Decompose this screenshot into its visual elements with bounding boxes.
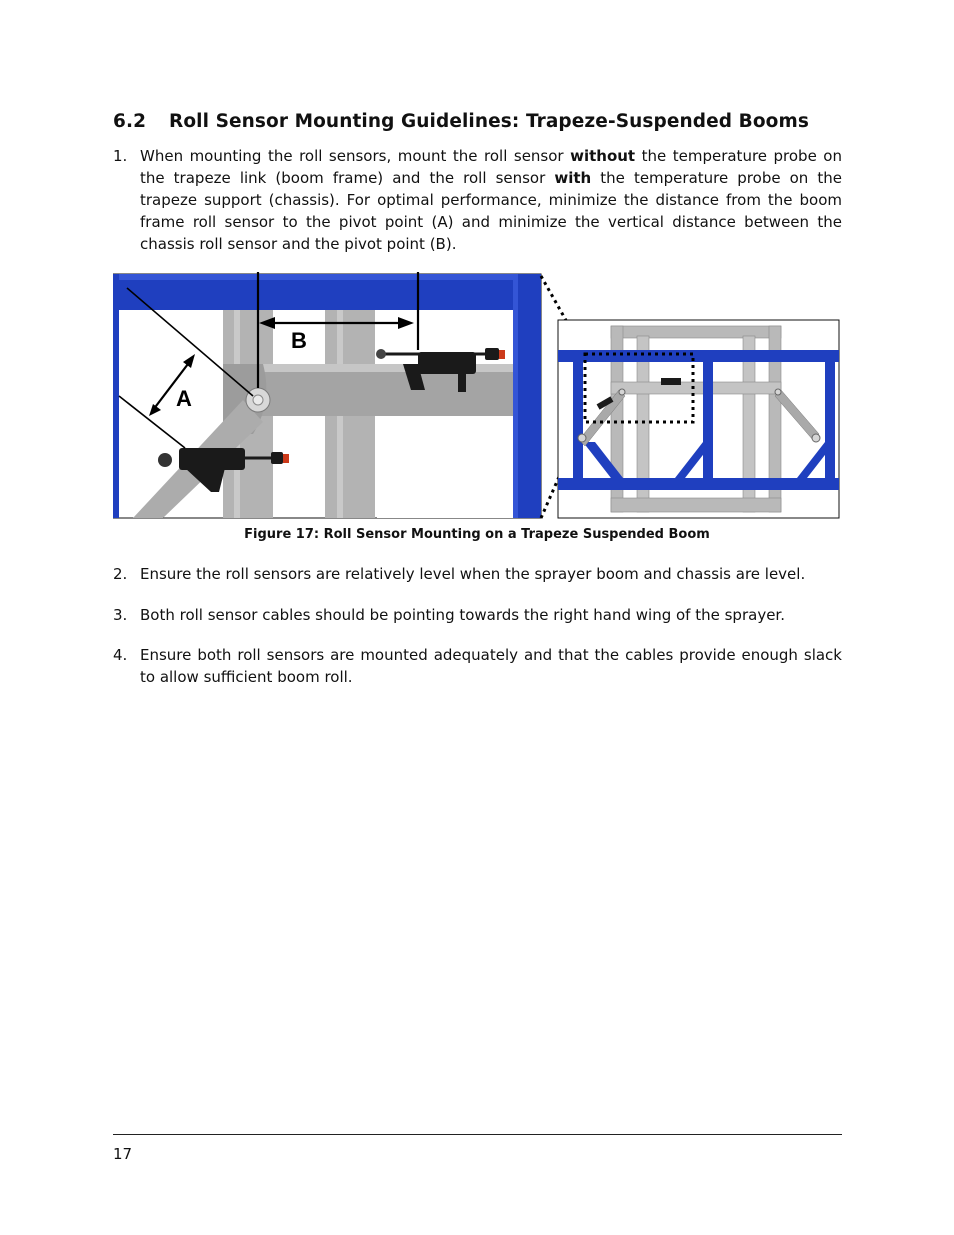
text-run: the temperature probe on the trapeze link (boom frame) and the roll sensor <box>140 147 842 187</box>
section-number: 6.2 <box>113 111 147 132</box>
list-item <box>113 644 842 688</box>
list-item <box>113 145 842 255</box>
list-item-number: 2. <box>113 565 128 583</box>
page-number: 17 <box>113 1145 133 1163</box>
list-item-text: Ensure the roll sensors are relatively level when the sprayer boom and chassis are level. <box>140 565 806 583</box>
text-run: the temperature probe on the trapeze support (chassis). For optimal performance, minimize the distance from the boom frame roll sensor to the pivot point (A) and minimize the vertical distance between the chassis roll sensor and the pivot point (B). <box>140 169 842 253</box>
section-heading <box>113 111 809 132</box>
list-item <box>113 604 842 626</box>
footer-rule <box>113 1134 842 1135</box>
list-item <box>113 563 842 585</box>
figure-illustration <box>113 272 841 520</box>
emphasis-without: without <box>570 147 636 165</box>
text-run: When mounting the roll sensors, mount the roll sensor <box>140 147 571 165</box>
list-item-number: 1. <box>113 147 128 165</box>
list-item-number: 3. <box>113 606 128 624</box>
label-a: A <box>176 386 192 411</box>
detail-view <box>113 272 541 518</box>
list-item-text: Ensure both roll sensors are mounted adequately and that the cables provide enough slack to allow sufficient boom roll. <box>140 646 842 686</box>
list-item-number: 4. <box>113 646 128 664</box>
emphasis-with: with <box>554 169 592 187</box>
list-item-text <box>140 145 842 255</box>
figure-roll-sensor-mounting <box>113 272 841 520</box>
list-item-text: Both roll sensor cables should be pointing towards the right hand wing of the sprayer. <box>140 606 785 624</box>
overview-view <box>558 320 839 518</box>
figure-caption: Figure 17: Roll Sensor Mounting on a Trapeze Suspended Boom <box>244 527 710 542</box>
label-b: B <box>291 328 307 353</box>
section-title: Roll Sensor Mounting Guidelines: Trapeze-Suspended Booms <box>169 111 809 132</box>
